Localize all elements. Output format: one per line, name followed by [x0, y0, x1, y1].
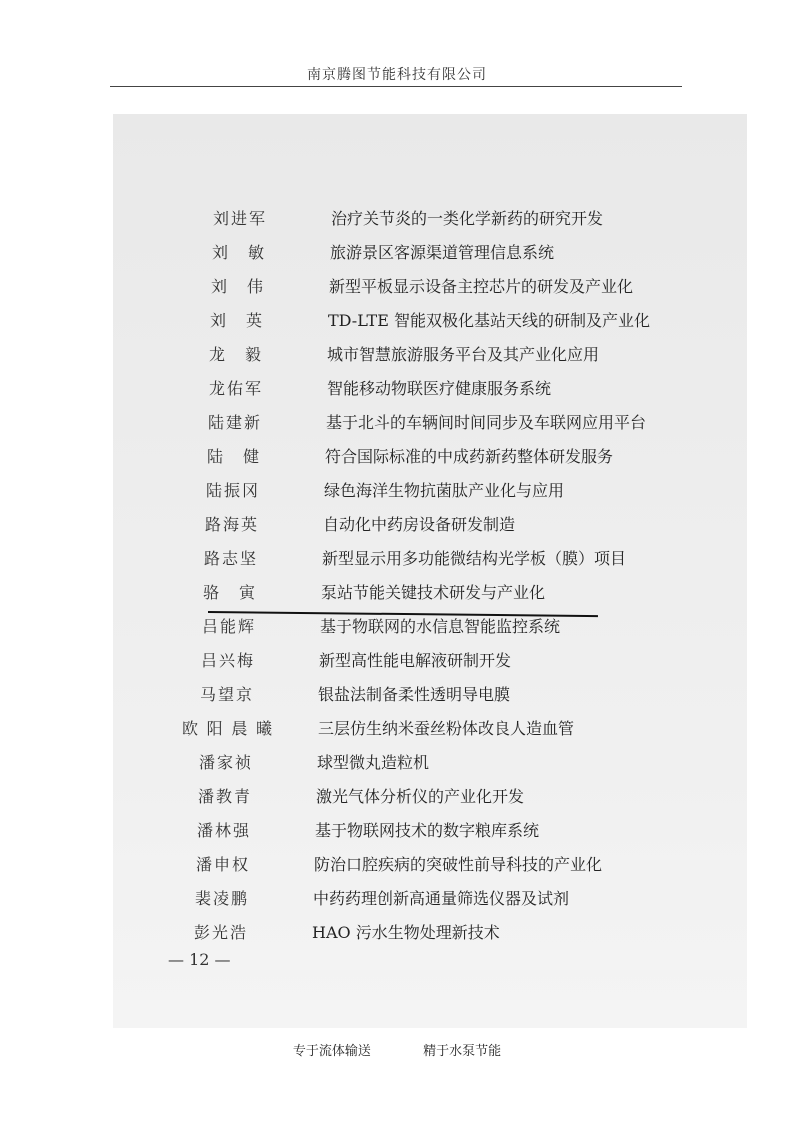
- person-name: 刘 英: [210, 311, 262, 330]
- person-name: 路志坚: [204, 549, 256, 568]
- project-title: 基于物联网的水信息智能监控系统: [320, 617, 561, 636]
- project-title: 球型微丸造粒机: [317, 753, 430, 772]
- project-title: 银盐法制备柔性透明导电膜: [318, 685, 511, 704]
- list-item: [113, 308, 747, 338]
- list-item: [113, 920, 747, 950]
- list-item: [113, 410, 747, 440]
- person-name: 陆建新: [208, 413, 260, 432]
- person-name: 吕兴梅: [201, 651, 253, 670]
- project-title: 泵站节能关键技术研发与产业化: [321, 583, 546, 602]
- list-item: [113, 512, 747, 542]
- person-name: 潘教青: [198, 787, 250, 806]
- scanned-page-photo: [113, 114, 747, 1028]
- project-title: 旅游景区客源渠道管理信息系统: [330, 243, 555, 262]
- project-title: 治疗关节炎的一类化学新药的研究开发: [331, 209, 604, 228]
- person-name: 吕能辉: [202, 617, 254, 636]
- project-title: 新型显示用多功能微结构光学板（膜）项目: [322, 549, 627, 568]
- person-name: 潘林强: [197, 821, 249, 840]
- project-title: 自动化中药房设备研发制造: [323, 515, 516, 534]
- project-title: 基于北斗的车辆间时间同步及车联网应用平台: [326, 413, 647, 432]
- project-title: 新型高性能电解液研制开发: [319, 651, 512, 670]
- list-item: [113, 648, 747, 678]
- list-item: [113, 478, 747, 508]
- person-name: 陆 健: [207, 447, 259, 466]
- list-item: [113, 444, 747, 474]
- person-name: 裴凌鹏: [195, 889, 247, 908]
- list-item: [113, 614, 747, 644]
- person-name: 路海英: [205, 515, 257, 534]
- project-title: 中药药理创新高通量筛选仪器及试剂: [313, 889, 570, 908]
- person-name: 刘 伟: [211, 277, 263, 296]
- person-name: 刘进军: [213, 209, 265, 228]
- project-title: 防治口腔疾病的突破性前导科技的产业化: [314, 855, 603, 874]
- person-name: 潘家祯: [199, 753, 251, 772]
- project-title: 符合国际标准的中成药新药整体研发服务: [325, 447, 614, 466]
- page-number: — 12 —: [168, 950, 231, 969]
- project-title: TD-LTE 智能双极化基站天线的研制及产业化: [328, 311, 650, 330]
- list-item: [113, 682, 747, 712]
- footer-right-slogan: 精于水泵节能: [423, 1044, 502, 1059]
- page-header-title: 南京腾图节能科技有限公司: [307, 67, 487, 83]
- list-item: [113, 580, 747, 610]
- person-name: 刘 敏: [212, 243, 264, 262]
- project-title: 激光气体分析仪的产业化开发: [316, 787, 525, 806]
- person-name: 龙佑军: [209, 379, 261, 398]
- list-item: [113, 818, 747, 848]
- footer-left-slogan: 专于流体输送: [292, 1044, 371, 1059]
- page-footer: [0, 1040, 794, 1059]
- list-item: [113, 886, 747, 916]
- list-item: [113, 342, 747, 372]
- project-title: 绿色海洋生物抗菌肽产业化与应用: [324, 481, 565, 500]
- list-item: [113, 546, 747, 576]
- person-name: 骆 寅: [203, 583, 255, 602]
- person-name: 马望京: [200, 685, 252, 704]
- project-title: 城市智慧旅游服务平台及其产业化应用: [327, 345, 600, 364]
- list-item: [113, 784, 747, 814]
- list-item: [113, 274, 747, 304]
- list-item: [113, 750, 747, 780]
- person-name: 龙 毅: [209, 345, 261, 364]
- list-item: [113, 206, 747, 236]
- list-item: [113, 852, 747, 882]
- person-name: 彭光浩: [194, 923, 246, 942]
- header-divider: [110, 86, 682, 87]
- project-title: HAO 污水生物处理新技术: [312, 923, 500, 942]
- list-item: [113, 716, 747, 746]
- person-name: 陆振冈: [206, 481, 258, 500]
- list-item: [113, 376, 747, 406]
- person-name: 潘申权: [196, 855, 248, 874]
- list-item: [113, 240, 747, 270]
- project-title: 智能移动物联医疗健康服务系统: [327, 379, 552, 398]
- person-name: 欧阳晨曦: [182, 719, 272, 738]
- project-title: 基于物联网技术的数字粮库系统: [315, 821, 540, 840]
- project-title: 新型平板显示设备主控芯片的研发及产业化: [329, 277, 634, 296]
- project-title: 三层仿生纳米蚕丝粉体改良人造血管: [318, 719, 575, 738]
